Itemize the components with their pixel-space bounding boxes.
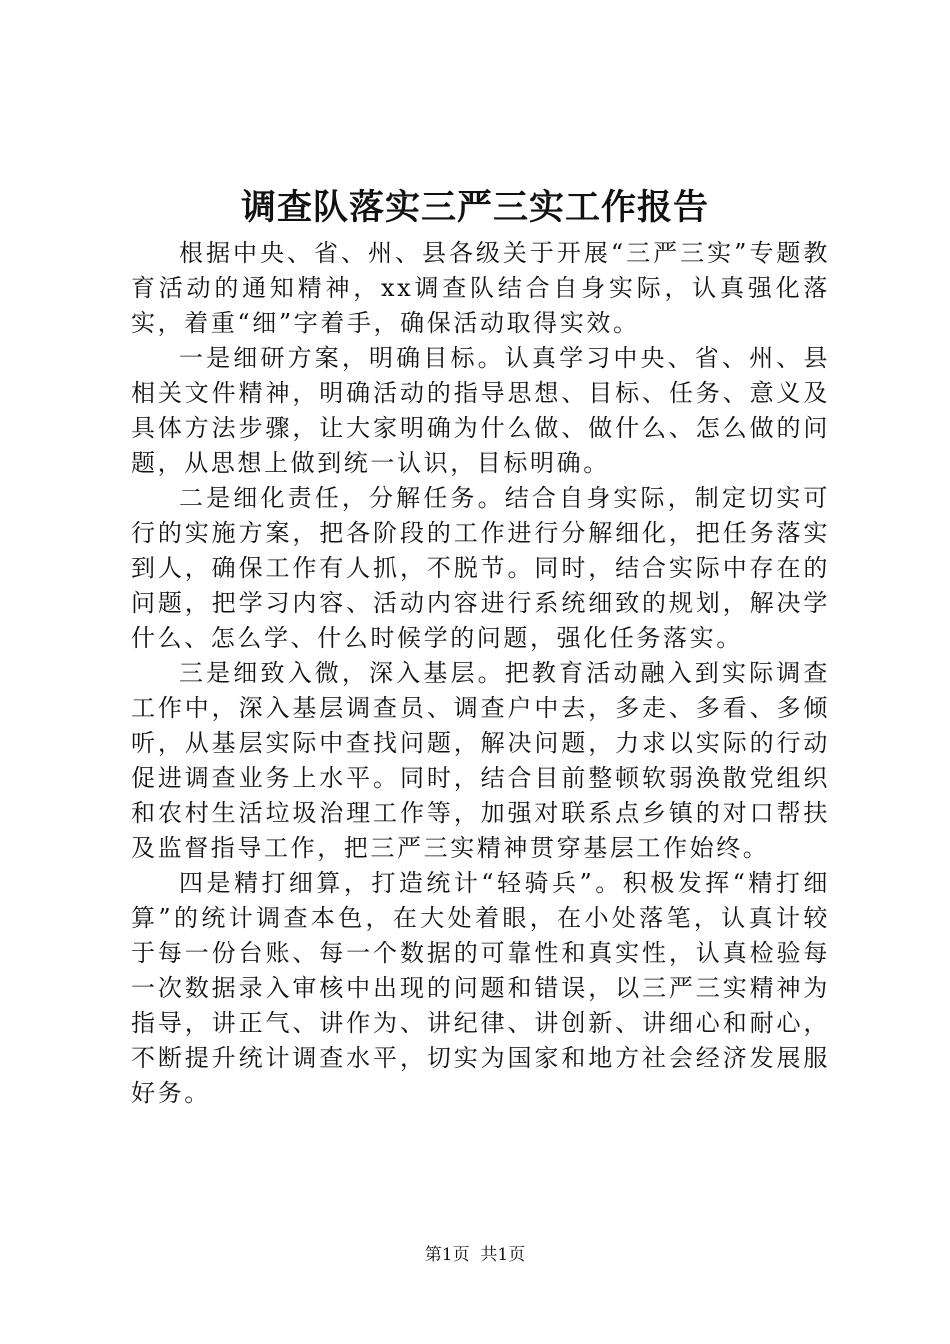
page-number-footer: 第1页 共1页 <box>424 1245 526 1265</box>
paragraph-intro: 根据中央、省、州、县各级关于开展“三严三实”专题教育活动的通知精神，xx调查队结合自身实际，认真强化落实，着重“细”字着手，确保活动取得实效。 <box>131 239 830 337</box>
document-body <box>131 236 830 1111</box>
paragraph-point-four: 四是精打细算，打造统计“轻骑兵”。积极发挥“精打细算”的统计调查本色，在大处着眼，在小处落笔，认真计较于每一份台账、每一个数据的可靠性和真实性，认真检验每一次数据录入审核中出现的问题和错误，以三严三实精神为指导，讲正气、讲作为、讲纪律、讲创新、讲细心和耐心，不断提升统计调查水平，切实为国家和地方社会经济发展服好务。 <box>131 869 830 1107</box>
paragraph-point-three: 三是细致入微，深入基层。把教育活动融入到实际调查工作中，深入基层调查员、调查户中去，多走、多看、多倾听，从基层实际中查找问题，解决问题，力求以实际的行动促进调查业务上水平。同时，结合目前整顿软弱涣散党组织和农村生活垃圾治理工作等，加强对联系点乡镇的对口帮扶及监督指导工作，把三严三实精神贯穿基层工作始终。 <box>131 659 830 862</box>
paragraph-point-two: 二是细化责任，分解任务。结合自身实际，制定切实可行的实施方案，把各阶段的工作进行分解细化，把任务落实到人，确保工作有人抓，不脱节。同时，结合实际中存在的问题，把学习内容、活动内容进行系统细致的规划，解决学什么、怎么学、什么时候学的问题，强化任务落实。 <box>131 484 830 652</box>
paragraph-point-one: 一是细研方案，明确目标。认真学习中央、省、州、县相关文件精神，明确活动的指导思想、目标、任务、意义及具体方法步骤，让大家明确为什么做、做什么、怎么做的问题，从思想上做到统一认识，目标明确。 <box>131 344 830 477</box>
document-title: 调查队落实三严三实工作报告 <box>240 187 709 228</box>
